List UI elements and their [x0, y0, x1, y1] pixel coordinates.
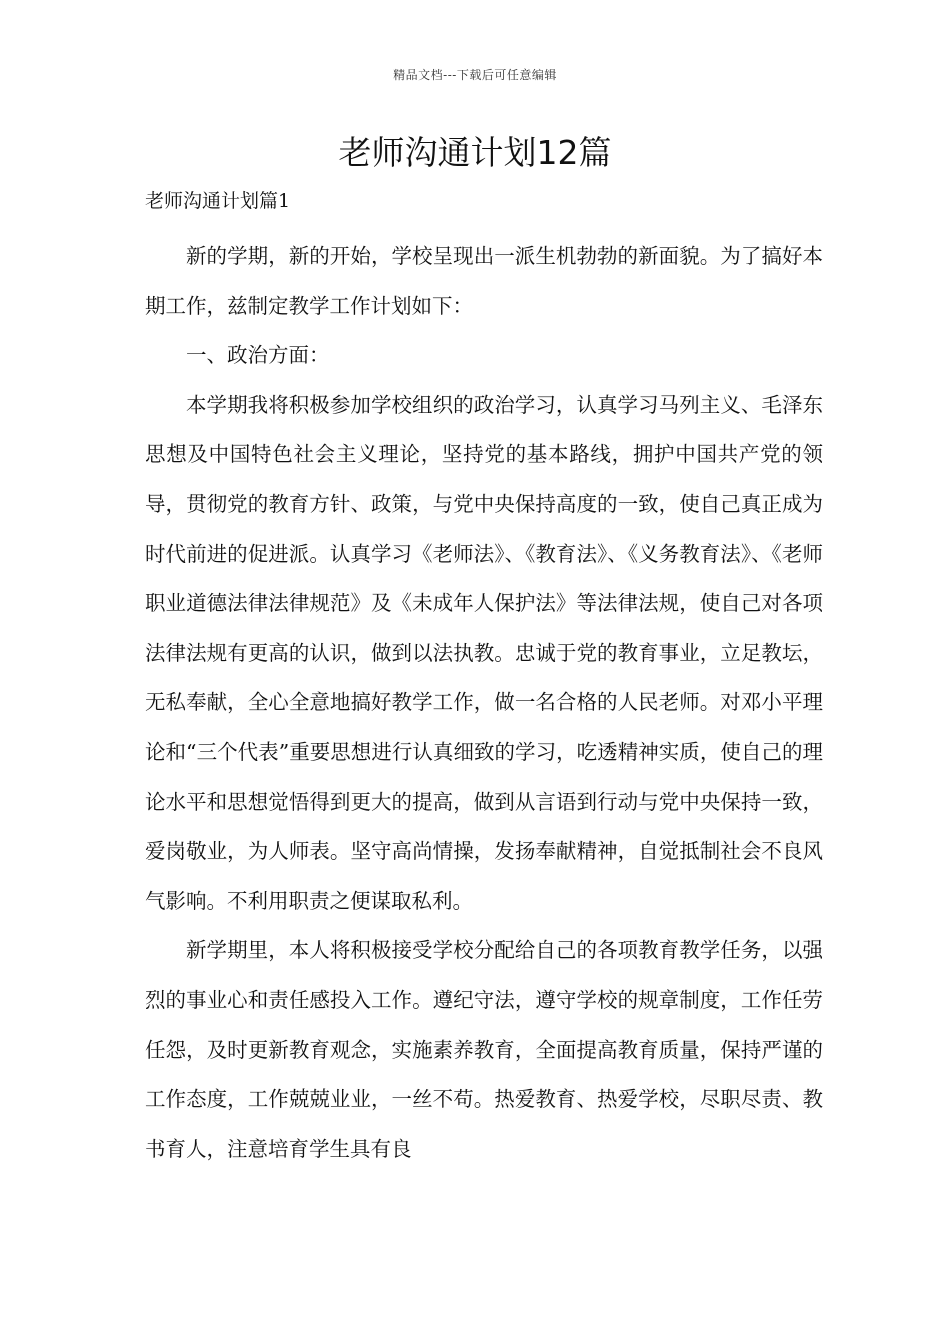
- paragraph-subheading: 一、政治方面：: [186, 343, 330, 368]
- paragraph: 本学期我将积极参加学校组织的政治学习，认真学习马列主义、毛泽东思想及中国特色社会主义理论，坚持党的基本路线，拥护中国共产党的领导，贯彻党的教育方针、政策，与党中央保持高度的一致，使自己真正成为时代前进的促进派。认真学习《老师法》、《教育法》、《义务教育法》、《老师职业道德法律法律规范》及《未成年人保护法》等法律法规，使自己对各项法律法规有更高的认识，做到以法执教。忠诚于党的教育事业，立足教坛，无私奉献，全心全意地搞好教学工作，做一名合格的人民老师。对邓小平理论和“三个代表”重要思想进行认真细致的学习，吃透精神实质，使自己的理论水平和思想觉悟得到更大的提高，做到从言语到行动与党中央保持一致，爱岗敬业，为人师表。坚守高尚情操，发扬奉献精神，自觉抵制社会不良风气影响。不利用职责之便谋取私利。: [145, 392, 823, 913]
- paragraph: 新学期里，本人将积极接受学校分配给自己的各项教育教学任务，以强烈的事业心和责任感投入工作。遵纪守法，遵守学校的规章制度，工作任劳任怨，及时更新教育观念，实施素养教育，全面提高教育质量，保持严谨的工作态度，工作兢兢业业，一丝不苟。热爱教育、热爱学校，尽职尽责、教书育人，注意培育学生具有良: [145, 938, 823, 1161]
- document-body: [145, 232, 823, 1174]
- section-heading: 老师沟通计划篇1: [145, 190, 291, 212]
- paragraph: 新的学期，新的开始，学校呈现出一派生机勃勃的新面貌。为了搞好本期工作，兹制定教学工作计划如下：: [145, 244, 823, 318]
- document-title: 老师沟通计划12篇: [338, 133, 612, 172]
- page-header-watermark: 精品文档---下载后可任意编辑: [393, 68, 557, 82]
